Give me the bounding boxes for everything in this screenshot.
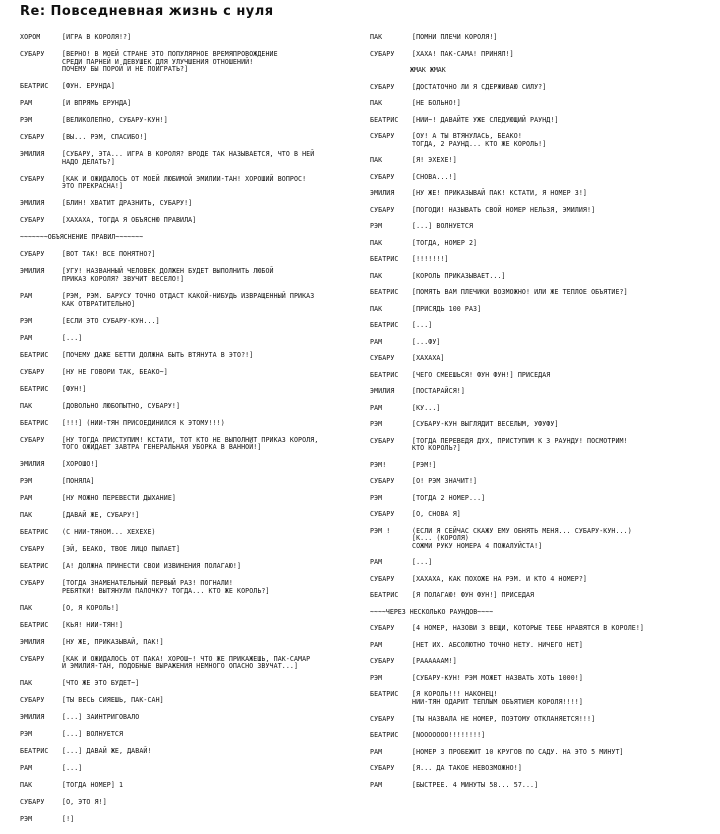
dialogue-line (370, 642, 712, 650)
speaker-name: СУБАРУ (370, 354, 395, 363)
dialogue-text: [...] (62, 764, 83, 773)
speaker-name: РАМ (370, 780, 383, 789)
dialogue-line (20, 51, 365, 74)
dialogue-line (20, 352, 365, 360)
speaker-name: БЕАТРИС (20, 350, 49, 359)
dialogue-text: [...] ДАВАЙ ЖЕ, ДАВАЙ! (62, 747, 152, 756)
speaker-name: РЭМ (370, 420, 383, 429)
dialogue-text: [ТЫ НАЗВАЛА НЕ НОМЕР, ПОЭТОМУ ОТКЛАНЯЕТСЯ!!!] (412, 714, 596, 723)
dialogue-text: [ТОГДА НОМЕР] 1 (62, 781, 124, 790)
speaker-name: БЕАТРИС (370, 591, 399, 600)
dialogue-text: [...] ВОЛНУЕТСЯ (412, 222, 474, 231)
dialogue-text: [НЕ БОЛЬНО!] (412, 99, 461, 107)
dialogue-line (20, 437, 365, 452)
dialogue-line (20, 369, 365, 377)
speaker-name: СУБАРУ (20, 174, 45, 183)
speaker-name: ПАК (20, 511, 33, 520)
dialogue-text: [О, СНОВА Я] (412, 510, 461, 519)
dialogue-line (20, 461, 365, 469)
dialogue-line (370, 133, 712, 148)
dialogue-line (370, 749, 712, 757)
dialogue-text: [БЛИН! ХВАТИТ ДРАЗНИТЬ, СУБАРУ!] (62, 199, 193, 208)
dialogue-line (370, 658, 712, 666)
dialogue-line (370, 207, 712, 215)
dialogue-text: [ТОГДА ЗНАМЕНАТЕЛЬНЫЙ ПЕРВЫЙ РАЗ! ПОГНАЛИ! РЕБЯТКИ! ВЫТЯНУЛИ ПАЛОЧКУ? ТОГДА... КТО ЖЕ КОРОЛЬ?] (62, 579, 270, 595)
dialogue-text: [ДОВОЛЬНО ЛЮБОПЫТНО, СУБАРУ!] (62, 401, 181, 410)
dialogue-line (370, 322, 712, 330)
dialogue-line (20, 117, 365, 125)
dialogue-line (370, 388, 712, 396)
page-title: Re: Повседневная жизнь с нуля (20, 4, 274, 19)
speaker-name: ЭМИЛИЯ (370, 189, 395, 198)
dialogue-text: [ВЕРНО! В МОЕЙ СТРАНЕ ЭТО ПОПУЛЯРНОЕ ВРЕМЯПРОВОЖДЕНИЕ СРЕДИ ПАРНЕЙ И ДЕВУШЕК ДЛЯ УЛУЧШЕНИЯ ОТНОШЕНИЙ! ПОЧЕМУ БЫ ПОРОЙ И НЕ ПОИГРАТЬ?] (62, 50, 278, 74)
dialogue-text: [ДАВАЙ ЖЕ, СУБАРУ!] (62, 511, 140, 520)
dialogue-text: [СУБАРУ-КУН! РЭМ МОЖЕТ НАЗВАТЬ ХОТЬ 1000!] (412, 673, 583, 682)
dialogue-line (20, 293, 365, 308)
dialogue-line (20, 151, 365, 166)
dialogue-line (20, 622, 365, 630)
dialogue-text: [ПОМЯТЬ ВАМ ПЛЕЧИКИ ВОЗМОЖНО! ИЛИ ЖЕ ТЕПЛОЕ ОБЪЯТИЕ?] (412, 288, 628, 297)
speaker-name: РЭМ (20, 316, 33, 325)
speaker-name: БЕАТРИС (20, 528, 49, 537)
dialogue-text: [О! РЭМ ЗНАЧИТ!] (412, 477, 478, 486)
speaker-name: РАМ (20, 494, 33, 503)
dialogue-text: [НУ МОЖНО ПЕРЕВЕСТИ ДЫХАНИЕ] (62, 494, 176, 503)
dialogue-line (370, 405, 712, 413)
dialogue-line (370, 273, 712, 281)
speaker-name: СУБАРУ (370, 436, 395, 445)
dialogue-text: [КУ...] (412, 403, 441, 412)
dialogue-text: [ТОГДА, НОМЕР 2] (412, 238, 478, 247)
speaker-name: СУБАРУ (20, 435, 45, 444)
dialogue-line (20, 563, 365, 571)
speaker-name: БЕАТРИС (20, 747, 49, 756)
speaker-name: СУБАРУ (20, 696, 45, 705)
dialogue-text: [ВЫ... РЭМ, СПАСИБО!] (62, 133, 148, 142)
dialogue-text: [НУ ЖЕ! ПРИКАЗЫВАЙ ПАК! КСТАТИ, Я НОМЕР 3!] (412, 189, 587, 198)
dialogue-text: [!!!!!!!] (412, 255, 449, 264)
dialogue-text: [4 НОМЕР, НАЗОВИ 3 ВЕЩИ, КОТОРЫЕ ТЕБЕ НРАВЯТСЯ В КОРОЛЕ!] (412, 624, 644, 633)
dialogue-text: [СУБАРУ-КУН ВЫГЛЯДИТ ВЕСЕЛЫМ, УФУФУ] (412, 420, 559, 429)
dialogue-text: [...] ВОЛНУЕТСЯ (62, 730, 124, 739)
dialogue-line (370, 240, 712, 248)
dialogue-text: [РЭМ, РЭМ. БАРУСУ ТОЧНО ОТДАСТ КАКОЙ-НИБУДЬ ИЗВРАЩЕННЫЙ ПРИКАЗ КАК ОТВРАТИТЕЛЬНО] (62, 292, 315, 308)
dialogue-text: [...ФУ] (412, 337, 441, 346)
speaker-name: СУБАРУ (370, 657, 395, 666)
dialogue-text: [ВОТ ТАК! ВСЕ ПОНЯТНО?] (62, 250, 156, 259)
speaker-name: ПАК (370, 99, 383, 107)
dialogue-line (20, 639, 365, 647)
dialogue-text: [ХОРОШО!] (62, 460, 99, 469)
dialogue-line (370, 84, 712, 92)
speaker-name: СУБАРУ (370, 205, 395, 214)
dialogue-line (370, 289, 712, 297)
dialogue-text: (ЕСЛИ Я СЕЙЧАС СКАЖУ ЕМУ ОБНЯТЬ МЕНЯ... СУБАРУ-КУН...) [К... (КОРОЛЯ) СОЖМИ РУКУ НОМЕРА 4 ПОЖАЛУЙСТА!] (412, 526, 632, 550)
speaker-name: СУБАРУ (370, 132, 395, 140)
dialogue-text: [НУ ЖЕ, ПРИКАЗЫВАЙ, ПАК!] (62, 637, 164, 646)
dialogue-line (370, 691, 712, 706)
dialogue-text: [ПОГОДИ! НАЗЫВАТЬ СВОЙ НОМЕР НЕЛЬЗЯ, ЭМИЛИЯ!] (412, 205, 596, 214)
speaker-name: БЕАТРИС (370, 690, 399, 699)
speaker-name: БЕАТРИС (20, 418, 49, 427)
dialogue-line (20, 697, 365, 705)
dialogue-line (20, 799, 365, 807)
dialogue-line (370, 592, 712, 600)
speaker-name: ПАК (20, 603, 33, 612)
dialogue-line (20, 335, 365, 343)
dialogue-line (20, 605, 365, 613)
dialogue-line (20, 748, 365, 756)
speaker-name: ПАК (370, 238, 383, 247)
speaker-name: СУБАРУ (370, 714, 395, 723)
dialogue-text: [ЧЕГО СМЕЕШЬСЯ! ФУН ФУН!] ПРИСЕДАЯ (412, 370, 551, 379)
dialogue-text: [НУ НЕ ГОВОРИ ТАК, БЕАКО~] (62, 367, 168, 376)
dialogue-text: [СУБАРУ, ЭТА... ИГРА В КОРОЛЯ? ВРОДЕ ТАК НАЗЫВАЕТСЯ, ЧТО В НЕЙ НАДО ДЕЛАТЬ?] (62, 150, 315, 166)
dialogue-text: [...] (62, 333, 83, 342)
dialogue-line (370, 576, 712, 584)
section-separator: ~~~~~~~ОБЪЯСНЕНИЕ ПРАВИЛ~~~~~~~ (20, 233, 144, 242)
speaker-name: СУБАРУ (370, 49, 395, 58)
dialogue-line (20, 420, 365, 428)
speaker-name: БЕАТРИС (20, 562, 49, 571)
speaker-name: ПАК (370, 304, 383, 313)
speaker-name: ЭМИЛИЯ (20, 637, 45, 646)
dialogue-line (370, 625, 712, 633)
dialogue-text: [ХАХА! ПАК-САМА! ПРИНЯЛ!] (412, 49, 514, 58)
dialogue-text: [ЕСЛИ ЭТО СУБАРУ-КУН...] (62, 316, 160, 325)
speaker-name: ЭМИЛИЯ (370, 387, 395, 396)
speaker-name: БЕАТРИС (20, 82, 49, 91)
dialogue-text: [ЧТО ЖЕ ЭТО БУДЕТ~] (62, 679, 140, 688)
speaker-name: СУБАРУ (20, 545, 45, 554)
speaker-name: РЭМ (20, 477, 33, 486)
dialogue-text: [Я! ЭХЕХЕ!] (412, 156, 457, 165)
dialogue-text: [НУ ТОГДА ПРИСТУПИМ! КСТАТИ, ТОТ КТО НЕ ВЫПОЛНИТ ПРИКАЗ КОРОЛЯ, ТОГО ОЖИДАЕТ ЗАВТРА ГЕНЕРАЛЬНАЯ УБОРКА В ВАННОЙ!] (62, 435, 319, 452)
dialogue-line (20, 403, 365, 411)
speaker-name: ЭМИЛИЯ (20, 150, 45, 159)
dialogue-text: [...] ЗАИНТРИГОВАЛО (62, 713, 140, 722)
speaker-name: РЭМ! (370, 460, 387, 469)
speaker-name: СУБАРУ (370, 477, 395, 486)
speaker-name: РАМ (20, 333, 33, 342)
speaker-name: ПАК (370, 156, 383, 165)
dialogue-text: [!!!] (НИИ-ТЯН ПРИСОЕДИНИЛСЯ К ЭТОМУ!!!) (62, 418, 225, 427)
speaker-name: ПАК (20, 781, 33, 790)
dialogue-line (370, 528, 712, 551)
dialogue-text: [ХАХАХА, КАК ПОХОЖЕ НА РЭМ. И КТО 4 НОМЕР?] (412, 574, 587, 583)
speaker-name: ЭМИЛИЯ (20, 460, 45, 469)
dialogue-line (370, 478, 712, 486)
dialogue-line (20, 714, 365, 722)
speaker-name: РЭМ (370, 222, 383, 231)
dialogue-line (20, 34, 365, 42)
dialogue-text: [ВЕЛИКОЛЕПНО, СУБАРУ-КУН!] (62, 116, 168, 125)
speaker-name: РАМ (370, 747, 383, 756)
dialogue-line (20, 512, 365, 520)
dialogue-text: [СНОВА...!] (412, 172, 457, 181)
speaker-name: СУБАРУ (20, 50, 45, 58)
dialogue-text: [О, Я КОРОЛЬ!] (62, 603, 119, 612)
dialogue-text: [ФУН!] (62, 384, 87, 393)
dialogue-line (20, 529, 365, 537)
dialogue-text: [КОРОЛЬ ПРИКАЗЫВАЕТ...] (412, 271, 506, 280)
speaker-name: СУБАРУ (370, 172, 395, 181)
dialogue-line (20, 765, 365, 773)
dialogue-text: [ХАХАХА, ТОГДА Я ОБЪЯСНЮ ПРАВИЛА] (62, 216, 197, 225)
dialogue-text: [ПРИСЯДЬ 100 РАЗ] (412, 304, 482, 313)
dialogue-text: [КАК И ОЖИДАЛОСЬ ОТ МОЕЙ ЛЮБИМОЙ ЭМИЛИИ-ТАН! ХОРОШИЙ ВОПРОС! ЭТО ПРЕКРАСНА!] (62, 174, 307, 191)
dialogue-line (20, 580, 365, 595)
dialogue-line (370, 372, 712, 380)
dialogue-text: [...] (412, 321, 433, 330)
dialogue-line (370, 157, 712, 165)
dialogue-text: [УГУ! НАЗВАННЫЙ ЧЕЛОВЕК ДОЛЖЕН БУДЕТ ВЫПОЛНИТЬ ЛЮБОЙ ПРИКАЗ КОРОЛЯ? ЗВУЧИТ ВЕСЕЛО!] (62, 267, 274, 283)
dialogue-text: [ПОЧЕМУ ДАЖЕ БЕТТИ ДОЛЖНА БЫТЬ ВТЯНУТА В ЭТО?!] (62, 350, 254, 359)
dialogue-line (370, 34, 712, 42)
speaker-name: СУБАРУ (20, 133, 45, 142)
speaker-name: РАМ (370, 558, 383, 567)
speaker-name: РЭМ (20, 815, 33, 824)
speaker-name: РАМ (370, 640, 383, 649)
dialogue-line (20, 495, 365, 503)
dialogue-line (370, 117, 712, 125)
speaker-name: РАМ (20, 292, 33, 300)
dialogue-text: [ЭЙ, БЕАКО, ТВОЕ ЛИЦО ПЫЛАЕТ] (62, 545, 181, 554)
dialogue-line (20, 731, 365, 739)
dialogue-line (370, 256, 712, 264)
speaker-name: РАМ (370, 337, 383, 346)
dialogue-text: [ПОСТАРАЙСЯ!] (412, 387, 465, 396)
dialogue-line (20, 680, 365, 688)
dialogue-text: [РААААААМ!] (412, 657, 457, 666)
dialogue-text: [ТЫ ВЕСЬ СИЯЕШЬ, ПАК-САН] (62, 696, 164, 705)
dialogue-text: [ИГРА В КОРОЛЯ!?] (62, 33, 132, 41)
speaker-name: СУБАРУ (20, 250, 45, 259)
speaker-name: БЕАТРИС (370, 255, 399, 264)
dialogue-line (20, 478, 365, 486)
section-separator: ~~~~ЧЕРЕЗ НЕСКОЛЬКО РАУНДОВ~~~~ (370, 607, 494, 616)
speaker-name: БЕАТРИС (370, 115, 399, 124)
speaker-name: ПАК (20, 679, 33, 688)
dialogue-line (370, 190, 712, 198)
dialogue-line (20, 268, 365, 283)
dialogue-line (20, 656, 365, 671)
dialogue-text: [ФУН. ЕРУНДА] (62, 82, 115, 91)
dialogue-line (20, 251, 365, 259)
speaker-name: СУБАРУ (20, 654, 45, 663)
speaker-name: ЭМИЛИЯ (20, 267, 45, 276)
dialogue-line (370, 732, 712, 740)
dialogue-line (370, 100, 712, 108)
dialogue-line (20, 200, 365, 208)
speaker-name: ХОРОМ (20, 33, 41, 41)
speaker-name: СУБАРУ (20, 367, 45, 376)
dialogue-text: [НОМЕР 3 ПРОБЕЖИТ 10 КРУГОВ ПО САДУ. НА ЭТО 5 МИНУТ] (412, 747, 624, 756)
section-separator: ЖМАК ЖМАК (410, 66, 446, 74)
dialogue-line (370, 438, 712, 453)
dialogue-line (20, 100, 365, 108)
dialogue-text: [ПОНЯЛА] (62, 477, 95, 486)
dialogue-line (20, 83, 365, 91)
dialogue-line (20, 386, 365, 394)
dialogue-text: [ДОСТАТОЧНО ЛИ Я СДЕРЖИВАЮ СИЛУ?] (412, 82, 547, 91)
dialogue-line (20, 816, 365, 824)
speaker-name: СУБАРУ (370, 510, 395, 519)
dialogue-line (370, 306, 712, 314)
dialogue-text: [О, ЭТО Я!] (62, 798, 107, 807)
dialogue-text: [ТОГДА 2 НОМЕР...] (412, 493, 486, 502)
dialogue-text: [БЫСТРЕЕ. 4 МИНУТЫ 58... 57...] (412, 780, 539, 789)
dialogue-line (370, 765, 712, 773)
dialogue-text: [А! ДОЛЖНА ПРИНЕСТИ СВОИ ИЗВИНЕНИЯ ПОЛАГАЮ!] (62, 562, 242, 571)
speaker-name: ЭМИЛИЯ (20, 199, 45, 208)
speaker-name: БЕАТРИС (20, 620, 49, 629)
dialogue-text: [Я... ДА ТАКОЕ НЕВОЗМОЖНО!] (412, 764, 522, 772)
dialogue-line (370, 559, 712, 567)
dialogue-text: (С НИИ-ТЯНОМ... ХЕХЕХЕ) (62, 528, 156, 537)
dialogue-line (370, 421, 712, 429)
dialogue-text: [...] (412, 558, 433, 567)
dialogue-text: [NOOOOOOO!!!!!!!!] (412, 731, 486, 739)
speaker-name: БЕАТРИС (370, 370, 399, 379)
speaker-name: СУБАРУ (20, 216, 45, 225)
speaker-name: СУБАРУ (370, 574, 395, 583)
dialogue-line (20, 217, 365, 225)
speaker-name: БЕАТРИС (370, 321, 399, 330)
speaker-name: РЭМ (370, 673, 383, 682)
dialogue-text: [ТОГДА ПЕРЕВЕДЯ ДУХ, ПРИСТУПИМ К 3 РАУНДУ! ПОСМОТРИМ! КТО КОРОЛЬ?] (412, 436, 628, 453)
dialogue-line (370, 675, 712, 683)
speaker-name: РЭМ (370, 493, 383, 502)
dialogue-text: [КЬЯ! НИИ-ТЯН!] (62, 620, 124, 629)
dialogue-text: [ОУ! А ТЫ ВТЯНУЛАСЬ, БЕАКО! ТОГДА, 2 РАУНД... КТО ЖЕ КОРОЛЬ!] (412, 132, 547, 148)
dialogue-text: [НИИ~! ДАВАЙТЕ УЖЕ СЛЕДУЮЩИЙ РАУНД!] (412, 115, 559, 124)
dialogue-text: [ПОМНИ ПЛЕЧИ КОРОЛЯ!] (412, 33, 498, 41)
speaker-name: ПАК (20, 401, 33, 410)
speaker-name: ПАК (370, 271, 383, 280)
dialogue-line (20, 176, 365, 191)
dialogue-text: [Я ПОЛАГАЮ! ФУН ФУН!] ПРИСЕДАЯ (412, 591, 535, 600)
speaker-name: РЭМ (20, 730, 33, 739)
dialogue-line (370, 716, 712, 724)
dialogue-text: [НЕТ ИХ. АБСОЛЮТНО ТОЧНО НЕТУ. НИЧЕГО НЕТ] (412, 640, 583, 649)
speaker-name: СУБАРУ (20, 798, 45, 807)
dialogue-line (370, 223, 712, 231)
dialogue-line (370, 782, 712, 790)
speaker-name: БЕАТРИС (20, 384, 49, 393)
dialogue-line (370, 174, 712, 182)
speaker-name: БЕАТРИС (370, 288, 399, 297)
speaker-name: БЕАТРИС (370, 731, 399, 739)
dialogue-line (370, 51, 712, 59)
dialogue-line (370, 495, 712, 503)
speaker-name: СУБАРУ (370, 624, 395, 633)
dialogue-line (20, 318, 365, 326)
speaker-name: ПАК (370, 33, 383, 41)
speaker-name: СУБАРУ (370, 82, 395, 91)
dialogue-line (20, 782, 365, 790)
speaker-name: СУБАРУ (20, 579, 45, 588)
dialogue-text: [И ВПРЯМЬ ЕРУНДА] (62, 99, 132, 108)
dialogue-text: [Я КОРОЛЬ!!! НАКОНЕЦ! НИИ-ТЯН ОДАРИТ ТЕПЛЫМ ОБЪЯТИЕМ КОРОЛЯ!!!!] (412, 690, 583, 706)
dialogue-text: [РЭМ!] (412, 460, 437, 469)
dialogue-line (370, 511, 712, 519)
dialogue-line (370, 339, 712, 347)
dialogue-line (370, 462, 712, 470)
dialogue-text: [ХАХАХА] (412, 354, 445, 363)
speaker-name: РЭМ ! (370, 526, 391, 535)
speaker-name: РАМ (20, 99, 33, 108)
dialogue-line (20, 134, 365, 142)
dialogue-line (370, 355, 712, 363)
speaker-name: РЭМ (20, 116, 33, 125)
speaker-name: СУБАРУ (370, 764, 395, 772)
speaker-name: РАМ (20, 764, 33, 773)
dialogue-text: [!] (62, 815, 75, 824)
speaker-name: ЭМИЛИЯ (20, 713, 45, 722)
speaker-name: РАМ (370, 403, 383, 412)
dialogue-text: [КАК И ОЖИДАЛОСЬ ОТ ПАКА! ХОРОШ~! ЧТО ЖЕ ПРИКАЖЕШЬ, ПАК-САМАР И ЭМИЛИЯ-ТАН, ПОДОБНЫЕ ВЫРАЖЕНИЯ НЕМНОГО ОПАСНО ЗВУЧАТ...] (62, 654, 311, 671)
dialogue-line (20, 546, 365, 554)
